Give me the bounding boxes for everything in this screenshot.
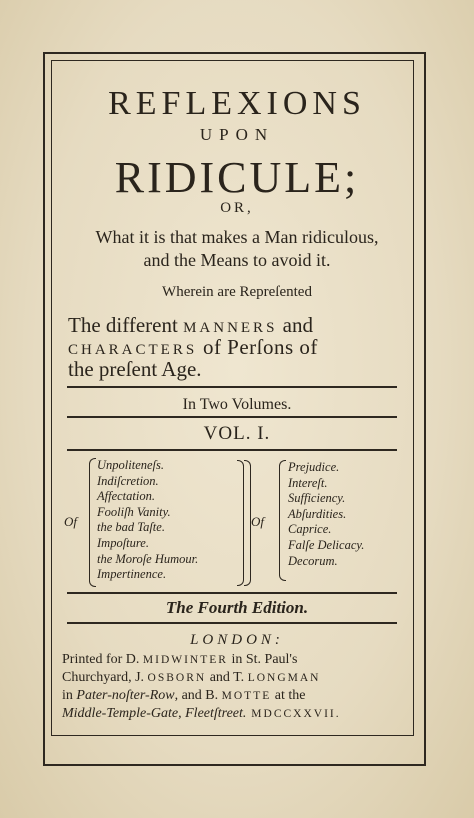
list-item: the bad Taſte. <box>97 520 165 535</box>
of-label-right: Of <box>251 514 264 529</box>
list-item: the Moroſe Humour. <box>97 551 199 566</box>
vol-number: VOL. I. <box>203 423 271 444</box>
imprint-line-2: Churchyard, J. OSBORN and T. LONGMAN <box>62 670 321 685</box>
desc-line-2: CHARACTERS of Perſons of <box>68 335 318 359</box>
desc-line-1: The different MANNERS and <box>68 313 313 337</box>
imprint-line-1: Printed for D. MIDWINTER in St. Paul's <box>62 652 298 667</box>
desc-line-3: the preſent Age. <box>68 357 202 381</box>
of-label-left: Of <box>64 514 77 529</box>
imprint-line-3: in Pater-noſter-Row, and B. MOTTE at the <box>62 688 306 703</box>
right-contents-list <box>288 460 364 569</box>
list-item: Prejudice. <box>288 460 340 474</box>
title-ridicule: RIDICULE; <box>114 153 360 202</box>
list-item: Impoſture. <box>97 535 149 550</box>
list-item: Decorum. <box>288 553 338 568</box>
list-item: Intereſt. <box>288 475 328 490</box>
list-item: Sufficiency. <box>288 491 346 506</box>
left-brace <box>89 458 96 587</box>
edition-line: The Fourth Edition. <box>165 598 309 617</box>
list-item: Abſurdities. <box>288 506 347 521</box>
center-brace-left <box>237 460 244 586</box>
list-item: Affectation. <box>97 489 155 504</box>
title-or: OR, <box>220 200 254 216</box>
title-upon: UPON <box>199 125 275 144</box>
city-line: LONDON: <box>190 632 284 648</box>
list-item: Unpoliteneſs. <box>97 458 165 472</box>
list-item: Fooliſh Vanity. <box>97 504 171 519</box>
subtitle-line-2: and the Means to avoid it. <box>143 250 331 270</box>
imprint-line-4: Middle-Temple-Gate, Fleetſtreet. MDCCXXVII. <box>62 706 341 721</box>
rule-1 <box>67 386 397 388</box>
rule-3 <box>67 449 397 451</box>
center-brace-right <box>244 460 251 586</box>
rule-2 <box>67 416 397 418</box>
list-item: Impertinence. <box>97 567 167 582</box>
list-item: Falſe Delicacy. <box>288 537 365 552</box>
subtitle-line-1: What it is that makes a Man ridiculous, <box>95 227 379 247</box>
list-item: Caprice. <box>288 522 332 537</box>
list-item: Indiſcretion. <box>97 473 159 488</box>
left-contents-list <box>97 458 198 583</box>
title-reflexions: REFLEXIONS <box>108 85 366 122</box>
right-brace <box>279 460 286 581</box>
wherein-line: Wherein are Repreſented <box>162 284 312 300</box>
volumes-line: In Two Volumes. <box>182 396 292 413</box>
rule-5 <box>67 622 397 624</box>
rule-4 <box>67 592 397 594</box>
